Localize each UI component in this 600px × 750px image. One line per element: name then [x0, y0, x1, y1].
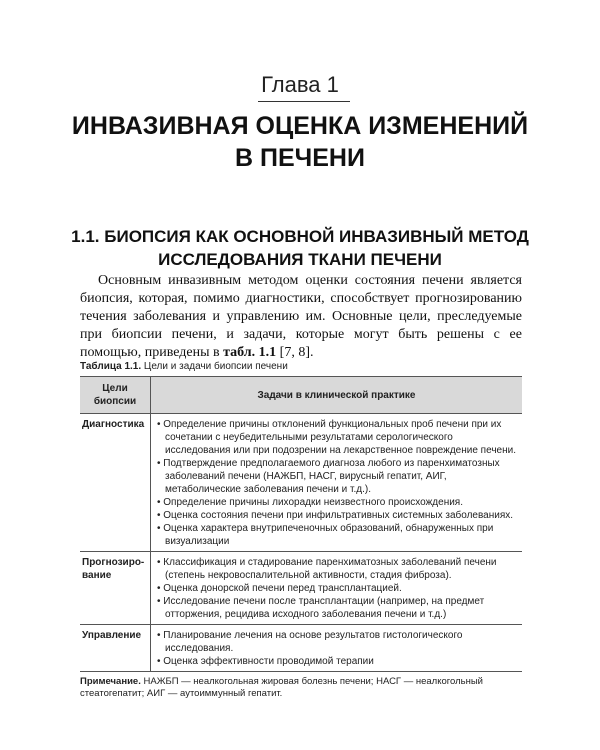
intro-text: Основным инвазивным методом оценки состояния печени является биопсия, которая, помимо диагностики, способствует прогнозированию течения заболевания и управлению им. Основные цели, преследуемые при биопсии печени, и задачи, которые могут быть решены с ее помощью, приведены в	[80, 273, 522, 360]
task-item: • Классификация и стадирование паренхиматозных заболеваний печени (степень некровоспалительной активности, стадия фиброза).	[157, 556, 518, 582]
goal-cell: Диагностика	[80, 414, 151, 552]
chapter-title-line2: В ПЕЧЕНИ	[235, 144, 365, 172]
task-item: • Оценка состояния печени при инфильтративных системных заболеваниях.	[157, 509, 518, 522]
citation: [7, 8].	[279, 345, 314, 360]
goals-table	[80, 376, 522, 672]
table-row	[80, 552, 522, 625]
table-header-row	[80, 377, 522, 414]
section-heading-line1: 1.1. БИОПСИЯ КАК ОСНОВНОЙ ИНВАЗИВНЫЙ МЕТОД	[71, 227, 529, 246]
task-item: • Оценка донорской печени перед трансплантацией.	[157, 582, 518, 595]
note-text: НАЖБП — неалкогольная жировая болезнь печени; НАСГ — неалкогольный стеатогепатит; АИГ — аутоиммунный гепатит.	[80, 676, 483, 699]
section-heading-line2: ИССЛЕДОВАНИЯ ТКАНИ ПЕЧЕНИ	[158, 250, 442, 269]
tasks-cell	[151, 552, 523, 625]
header-goals: Цели биопсии	[80, 377, 151, 414]
tasks-cell	[151, 625, 523, 672]
tasks-cell	[151, 414, 523, 552]
table-row	[80, 414, 522, 552]
section-heading	[0, 225, 600, 271]
table-row	[80, 625, 522, 672]
task-item: • Оценка эффективности проводимой терапии	[157, 655, 518, 668]
task-item: • Подтверждение предполагаемого диагноза любого из паренхиматозных заболеваний печени (НАЖБП, НАСГ, вирусный гепатит, АИГ, метаболические заболевания печени и т.д.).	[157, 457, 518, 496]
chapter-rule-divider	[258, 101, 350, 102]
task-item: • Исследование печени после трансплантации (например, на предмет отторжения, рецидива исходного заболевания печени и т.д.)	[157, 595, 518, 621]
task-item: • Определение причины лихорадки неизвестного происхождения.	[157, 496, 518, 509]
task-item: • Оценка характера внутрипеченочных образований, обнаруженных при визуализации	[157, 522, 518, 548]
goal-cell: Управление	[80, 625, 151, 672]
table-caption-label: Таблица 1.1.	[80, 361, 142, 372]
chapter-title-line1: ИНВАЗИВНАЯ ОЦЕНКА ИЗМЕНЕНИЙ	[71, 112, 529, 140]
intro-paragraph	[80, 272, 522, 362]
table-reference: табл. 1.1	[223, 345, 277, 360]
table-caption	[80, 361, 288, 372]
chapter-number: Глава 1	[261, 72, 339, 97]
table-caption-text: Цели и задачи биопсии печени	[143, 361, 288, 372]
header-tasks: Задачи в клинической практике	[151, 377, 523, 414]
table-note	[80, 676, 525, 700]
chapter-title	[0, 110, 600, 174]
task-item: • Определение причины отклонений функциональных проб печени при их сочетании с неубедительными результатами серологического исследования или при подозрении на лекарственное повреждение печени.	[157, 418, 518, 457]
task-item: • Планирование лечения на основе результатов гистологического исследования.	[157, 629, 518, 655]
note-label: Примечание.	[80, 676, 141, 687]
goal-cell: Прогнозиро-вание	[80, 552, 151, 625]
